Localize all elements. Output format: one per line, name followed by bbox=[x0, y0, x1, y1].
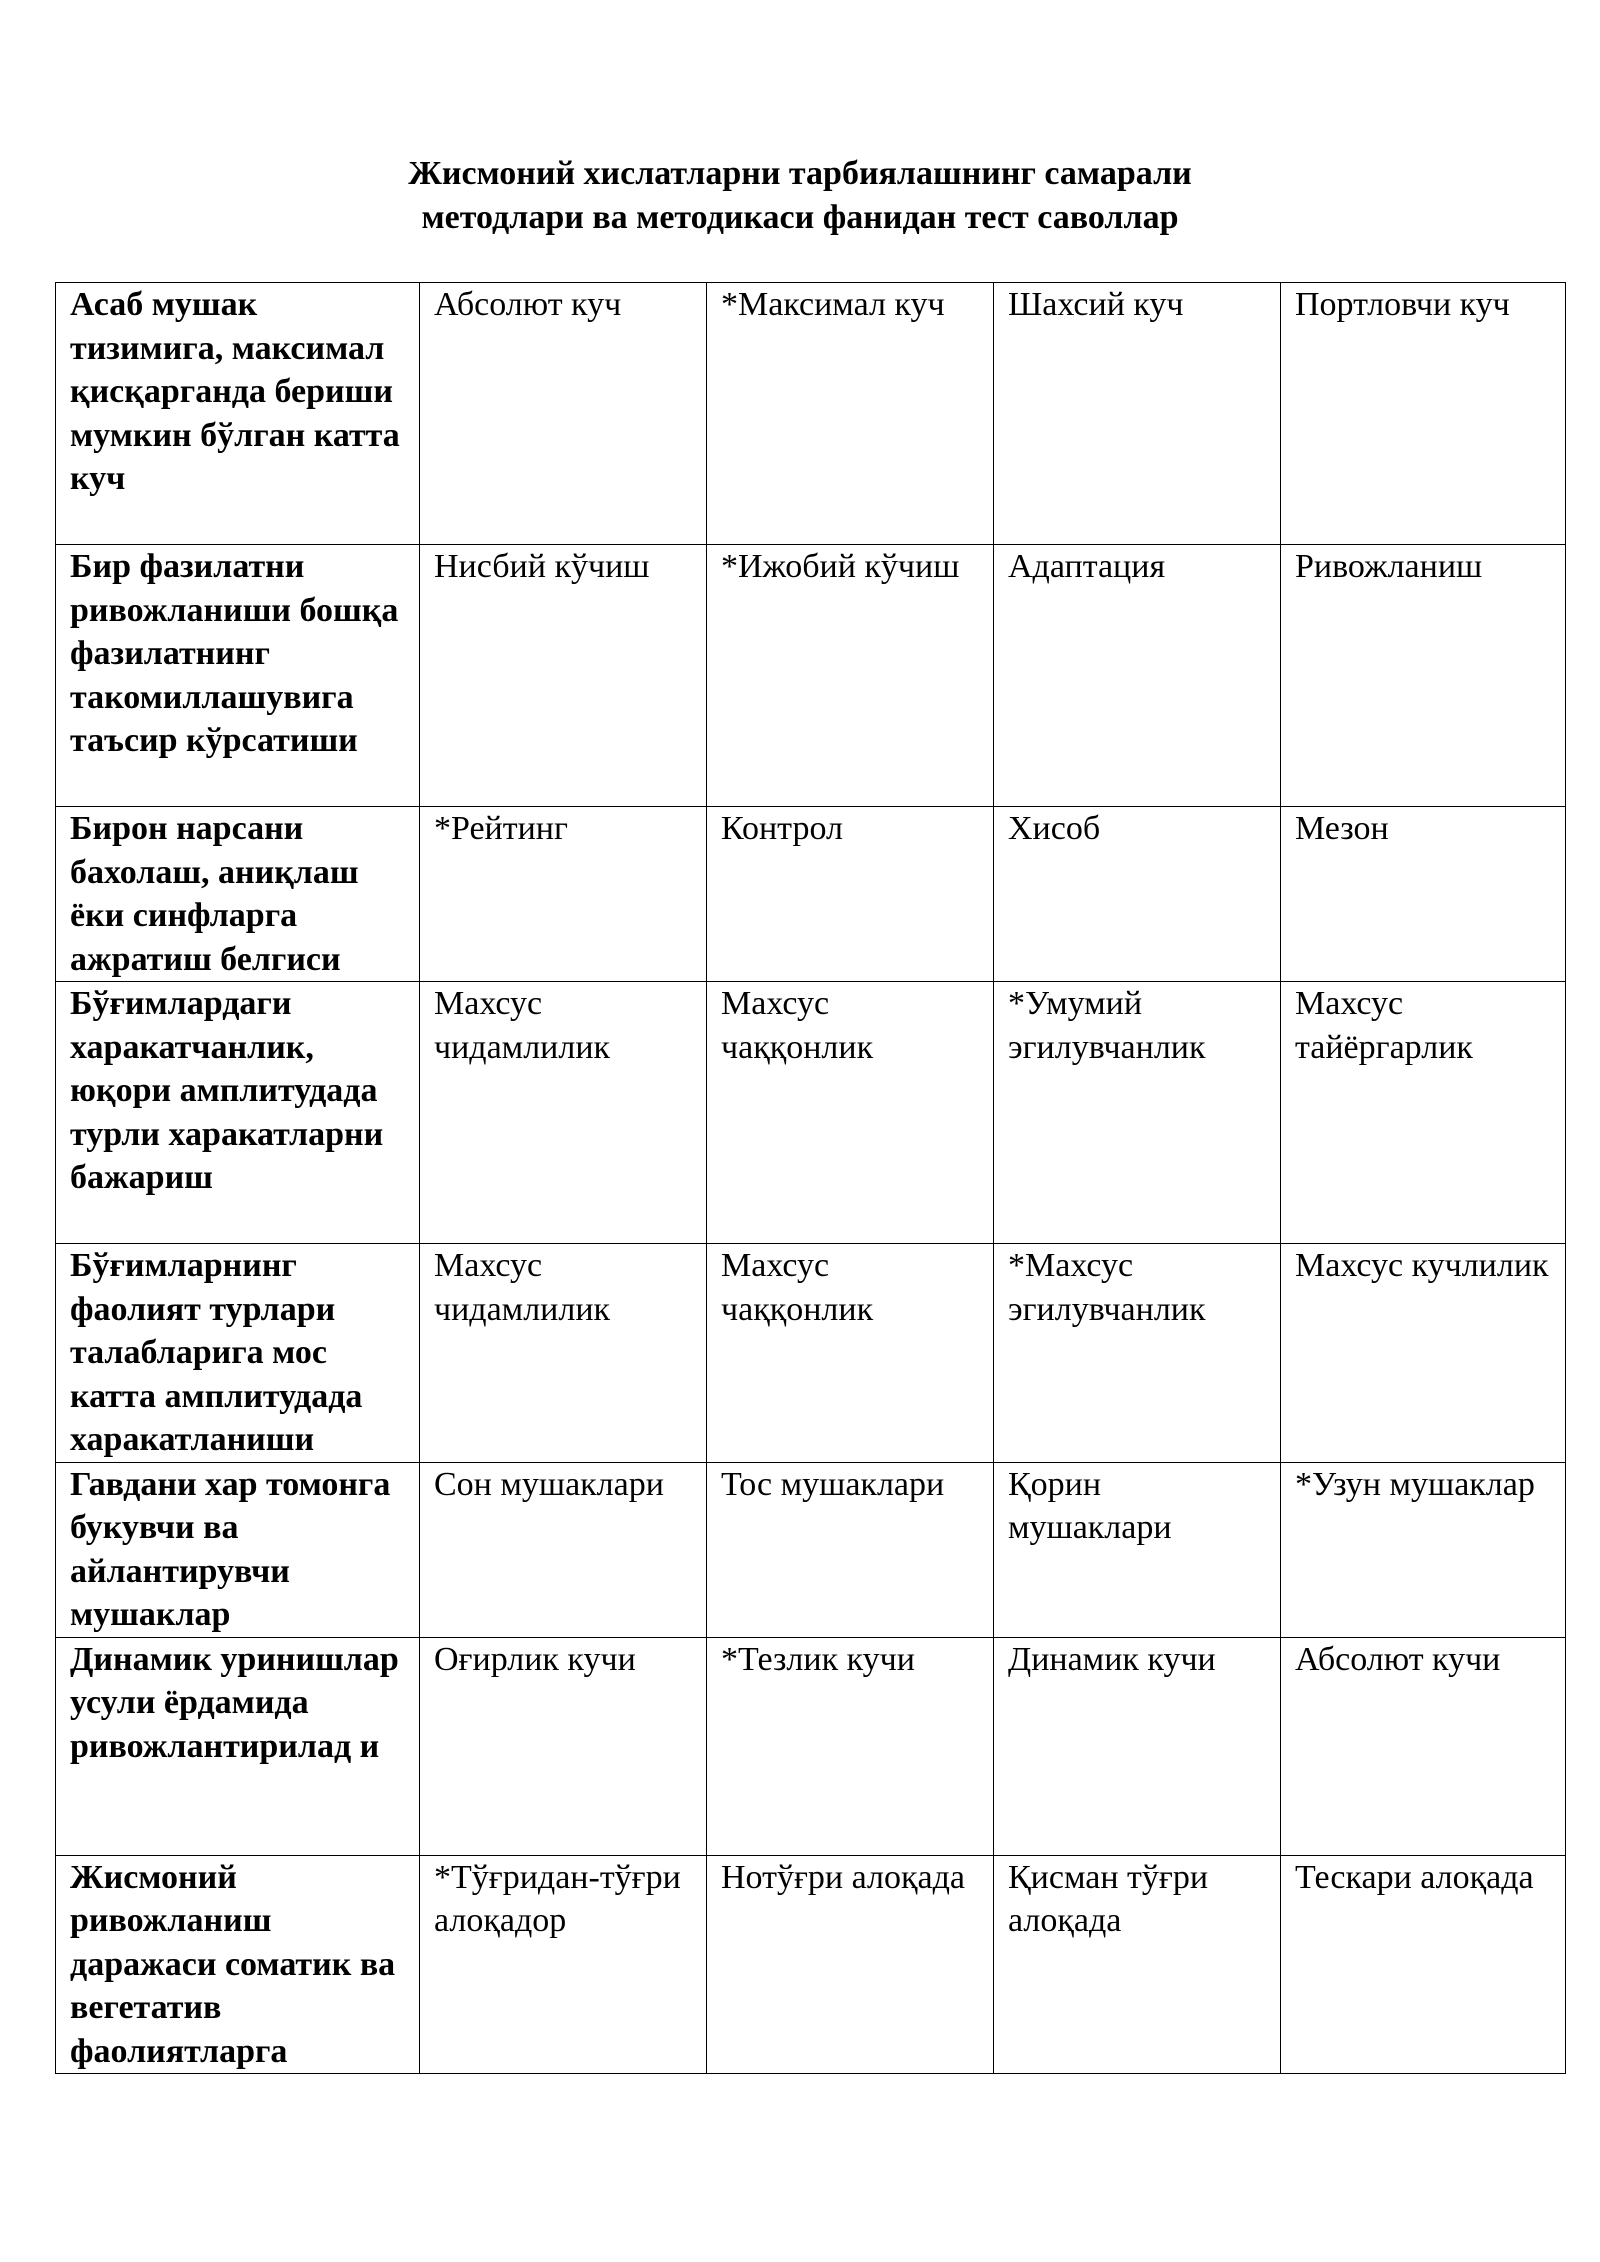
option-cell: Ривожланиш bbox=[1281, 545, 1566, 807]
option-cell: *Рейтинг bbox=[420, 807, 707, 982]
option-cell: *Тўғридан-тўғри алоқадор bbox=[420, 1855, 707, 2074]
option-cell: *Тезлик кучи bbox=[707, 1637, 994, 1855]
question-cell: Гавдани хар томонга букувчи ва айлантирувчи мушаклар bbox=[56, 1462, 420, 1637]
option-cell: Абсолют кучи bbox=[1281, 1637, 1566, 1855]
title-line-2: методлари ва методикаси фанидан тест саволлар bbox=[421, 199, 1179, 236]
question-cell: Динамик уринишлар усули ёрдамида ривожлантирилад и bbox=[56, 1637, 420, 1855]
question-cell: Бўғимларнинг фаолият турлари талабларига мос катта амплитудада харакатланиши bbox=[56, 1244, 420, 1463]
option-cell: *Ижобий кўчиш bbox=[707, 545, 994, 807]
table-row bbox=[56, 982, 1566, 1244]
option-cell: Оғирлик кучи bbox=[420, 1637, 707, 1855]
table-row bbox=[56, 545, 1566, 807]
question-cell: Бир фазилатни ривожланиши бошқа фазилатнинг такомиллашувига таъсир кўрсатиши bbox=[56, 545, 420, 807]
option-cell: Мезон bbox=[1281, 807, 1566, 982]
table-row bbox=[56, 283, 1566, 545]
question-cell: Бўғимлардаги харакатчанлик, юқори амплитудада турли харакатларни бажариш bbox=[56, 982, 420, 1244]
test-questions-table bbox=[55, 282, 1566, 2074]
option-cell: Шахсий куч bbox=[994, 283, 1281, 545]
option-cell: Қисман тўғри алоқада bbox=[994, 1855, 1281, 2074]
table-row bbox=[56, 1637, 1566, 1855]
option-cell: Хисоб bbox=[994, 807, 1281, 982]
option-cell: Тескари алоқада bbox=[1281, 1855, 1566, 2074]
document-title bbox=[0, 152, 1600, 240]
option-cell: Қорин мушаклари bbox=[994, 1462, 1281, 1637]
option-cell: Нотўғри алоқада bbox=[707, 1855, 994, 2074]
table-row bbox=[56, 1855, 1566, 2074]
option-cell: Махсус чаққонлик bbox=[707, 1244, 994, 1463]
option-cell: *Махсус эгилувчанлик bbox=[994, 1244, 1281, 1463]
option-cell: Махсус тайёргарлик bbox=[1281, 982, 1566, 1244]
title-line-1: Жисмоний хислатларни тарбиялашнинг самарали bbox=[408, 155, 1192, 192]
option-cell: *Максимал куч bbox=[707, 283, 994, 545]
option-cell: Динамик кучи bbox=[994, 1637, 1281, 1855]
option-cell: *Узун мушаклар bbox=[1281, 1462, 1566, 1637]
question-cell: Асаб мушак тизимига, максимал қисқарганда бериши мумкин бўлган катта куч bbox=[56, 283, 420, 545]
option-cell: Абсолют куч bbox=[420, 283, 707, 545]
option-cell: Адаптация bbox=[994, 545, 1281, 807]
option-cell: Портловчи куч bbox=[1281, 283, 1566, 545]
table-row bbox=[56, 807, 1566, 982]
table-row bbox=[56, 1462, 1566, 1637]
option-cell: Нисбий кўчиш bbox=[420, 545, 707, 807]
table-row bbox=[56, 1244, 1566, 1463]
question-cell: Бирон нарсани бахолаш, аниқлаш ёки синфларга ажратиш белгиси bbox=[56, 807, 420, 982]
question-cell: Жисмоний ривожланиш даражаси соматик ва вегетатив фаолиятларга bbox=[56, 1855, 420, 2074]
option-cell: Махсус чаққонлик bbox=[707, 982, 994, 1244]
option-cell: Махсус чидамлилик bbox=[420, 1244, 707, 1463]
option-cell: Махсус чидамлилик bbox=[420, 982, 707, 1244]
option-cell: *Умумий эгилувчанлик bbox=[994, 982, 1281, 1244]
option-cell: Тос мушаклари bbox=[707, 1462, 994, 1637]
option-cell: Сон мушаклари bbox=[420, 1462, 707, 1637]
option-cell: Контрол bbox=[707, 807, 994, 982]
option-cell: Махсус кучлилик bbox=[1281, 1244, 1566, 1463]
